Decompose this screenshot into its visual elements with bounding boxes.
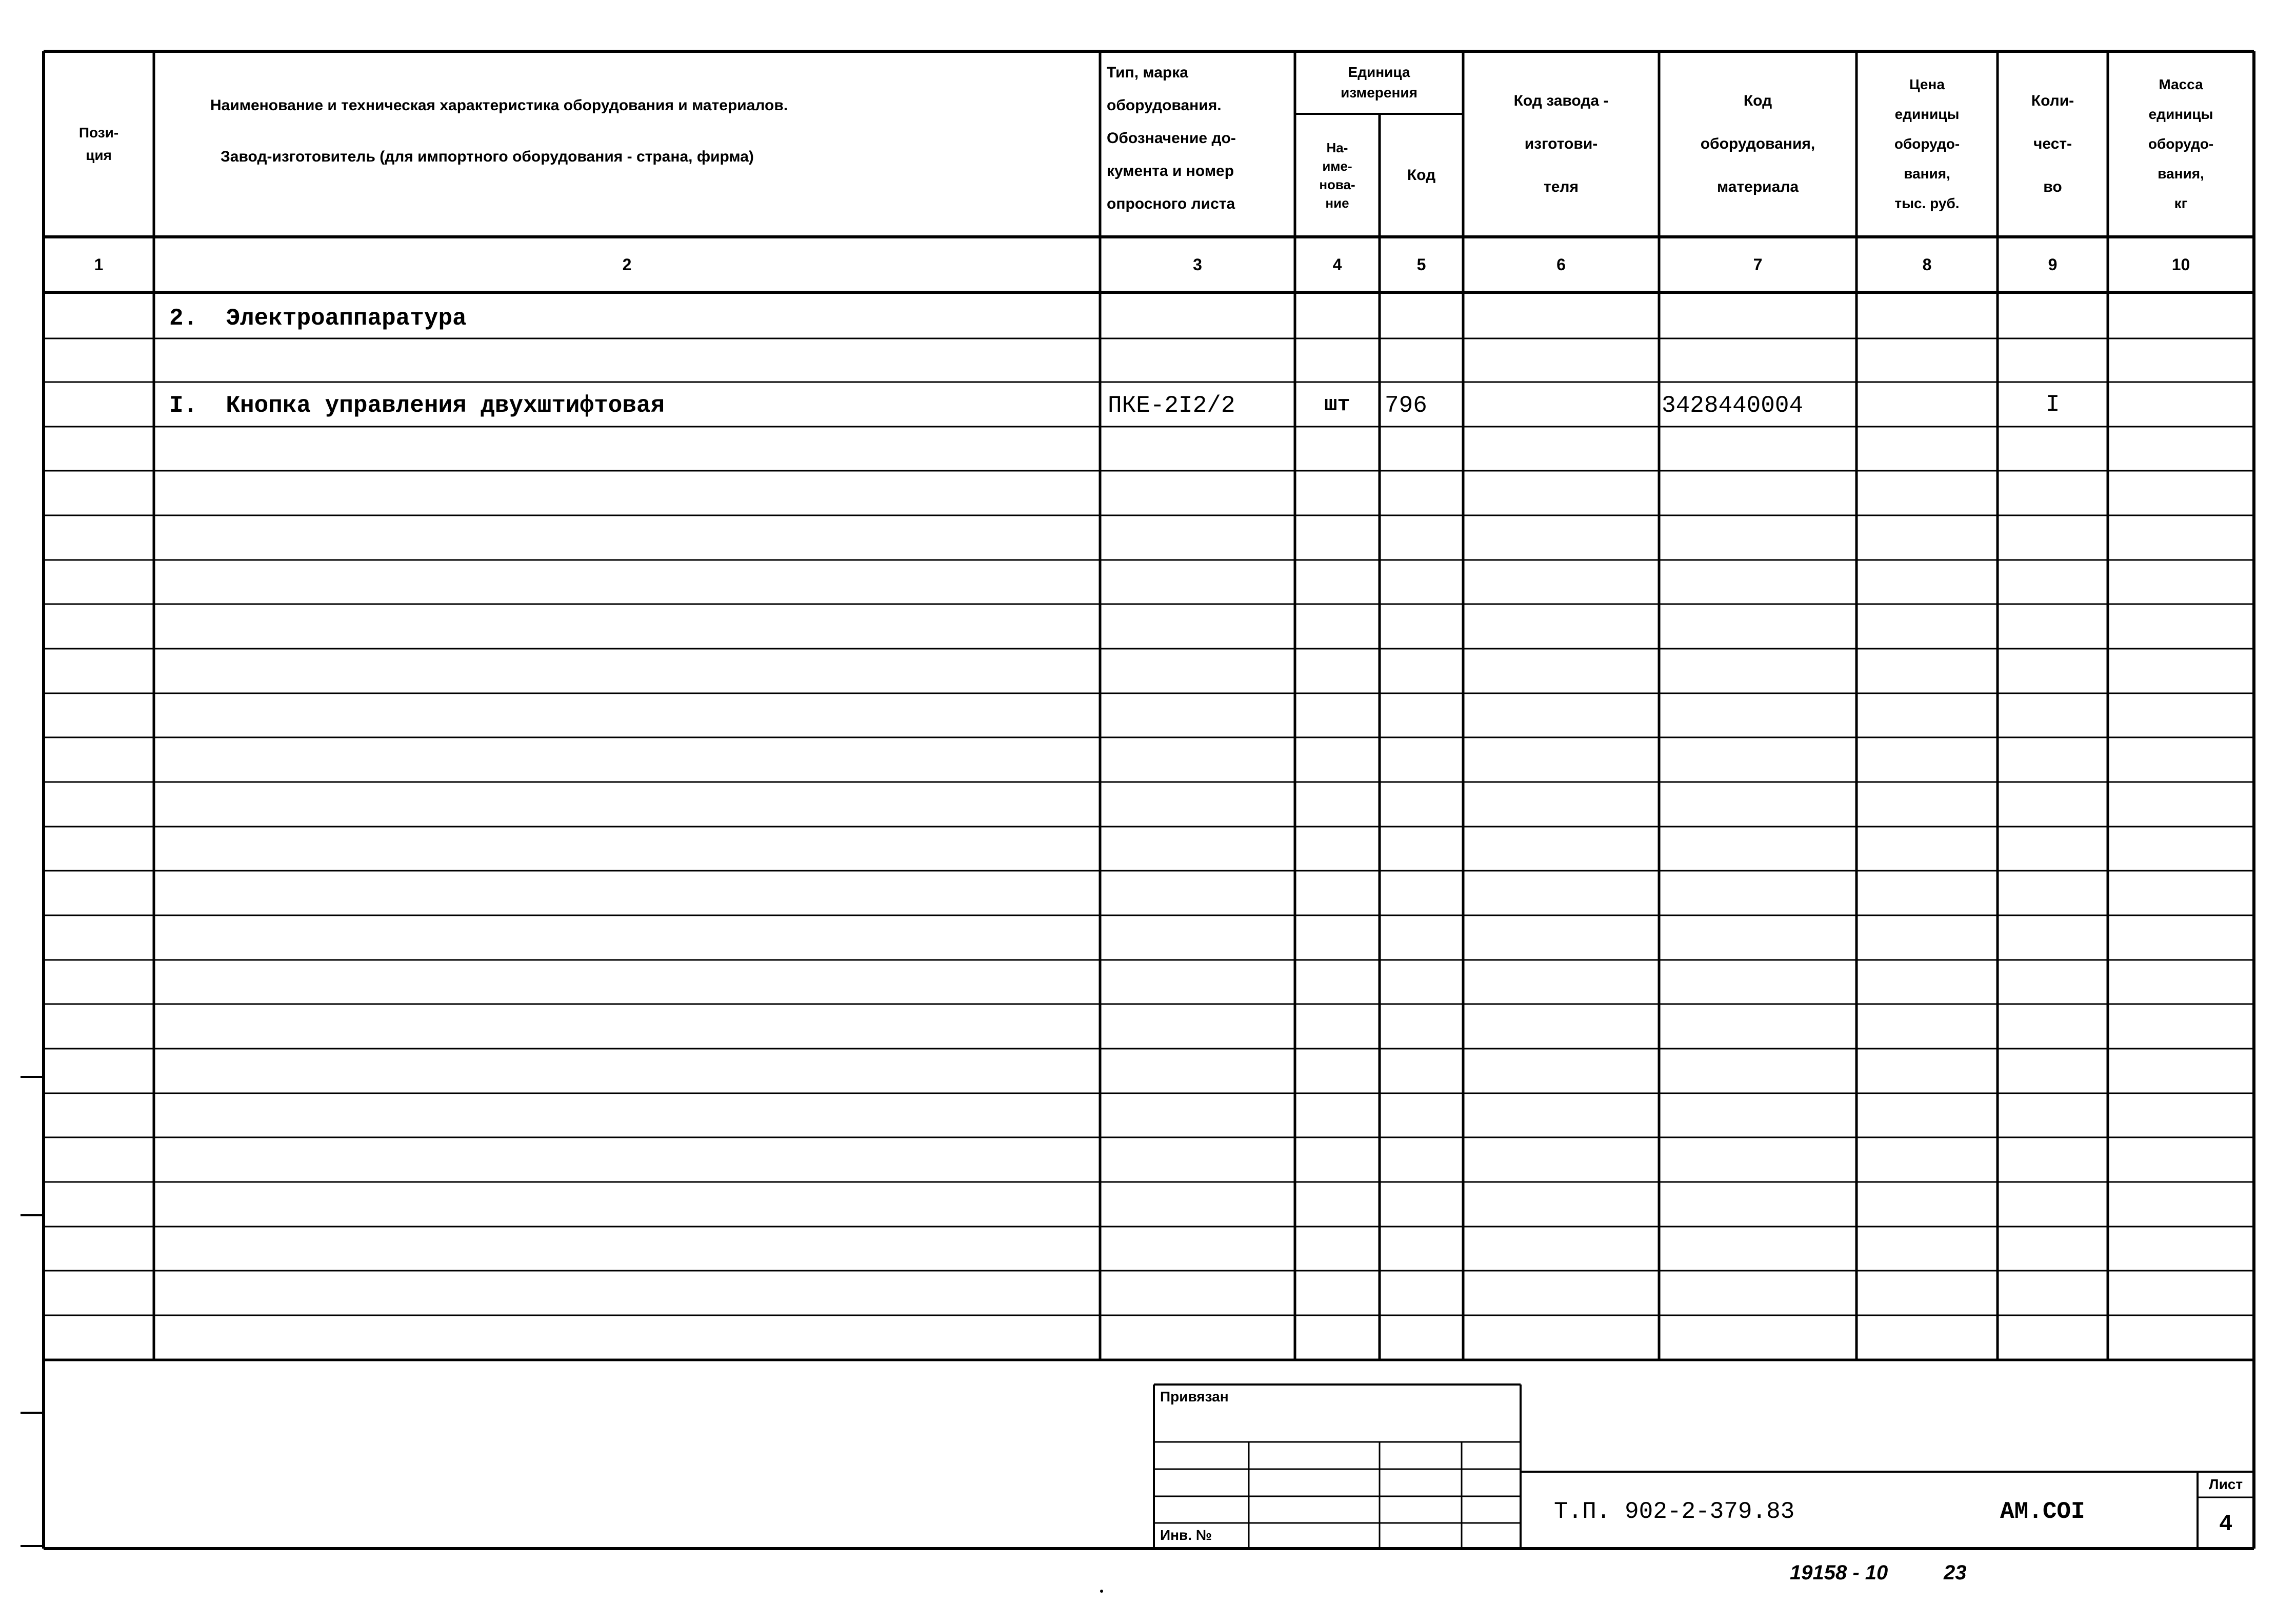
section-heading: 2. Электроаппаратура	[169, 305, 467, 332]
column-number: 1	[94, 255, 104, 274]
speck	[1100, 1590, 1103, 1593]
page-number: 23	[1944, 1561, 1967, 1584]
attached-label: Привязан	[1160, 1389, 1229, 1405]
header-equipment-code: Код оборудования, материала	[1700, 92, 1815, 195]
header-unit-group: Единица измерения	[1341, 64, 1417, 101]
header-unit-code: Код	[1407, 167, 1436, 184]
item-unit: шт	[1324, 392, 1350, 417]
column-number: 7	[1753, 255, 1763, 274]
sheet-label: Лист	[2208, 1476, 2243, 1492]
header-quantity: Коли- чест- во	[2031, 92, 2074, 195]
order-number: 19158 - 10	[1790, 1561, 1888, 1584]
header-plant-code: Код завода - изготови- теля	[1513, 92, 1609, 195]
header-unit-mass: Масса единицы оборудо- вания, кг	[2148, 76, 2214, 211]
item-type: ПКЕ-2I2/2	[1108, 392, 1235, 419]
header-type-mark: Тип, марка оборудования. Обозначение до- кумента и номер опросного листа	[1107, 64, 1236, 212]
column-number: 9	[2048, 255, 2058, 274]
column-number: 3	[1193, 255, 1202, 274]
column-number: 2	[622, 255, 632, 274]
sheet-number: 4	[2219, 1510, 2232, 1535]
header-name-line1: Наименование и техническая характеристика оборудования и материалов.	[210, 97, 788, 114]
document-designation: Т.П. 902-2-379.83	[1554, 1498, 1795, 1525]
column-number: 6	[1556, 255, 1566, 274]
column-number: 4	[1332, 255, 1342, 274]
header-position: Пози- ция	[78, 125, 119, 163]
column-number: 5	[1416, 255, 1426, 274]
column-number: 10	[2171, 255, 2190, 274]
item-unit-code: 796	[1385, 392, 1427, 419]
item-name: I. Кнопка управления двухштифтовая	[169, 392, 665, 419]
item-quantity: I	[2045, 391, 2060, 418]
header-unit-price: Цена единицы оборудо- вания, тыс. руб.	[1894, 76, 1960, 211]
header-unit-name: На- име- нова- ние	[1319, 140, 1355, 211]
column-number: 8	[1922, 255, 1932, 274]
document-code: АМ.СОI	[2000, 1498, 2085, 1525]
item-equipment-code: 3428440004	[1662, 392, 1804, 419]
inventory-label: Инв. №	[1160, 1527, 1212, 1543]
header-name-line2: Завод-изготовитель (для импортного оборудования - страна, фирма)	[221, 148, 754, 165]
